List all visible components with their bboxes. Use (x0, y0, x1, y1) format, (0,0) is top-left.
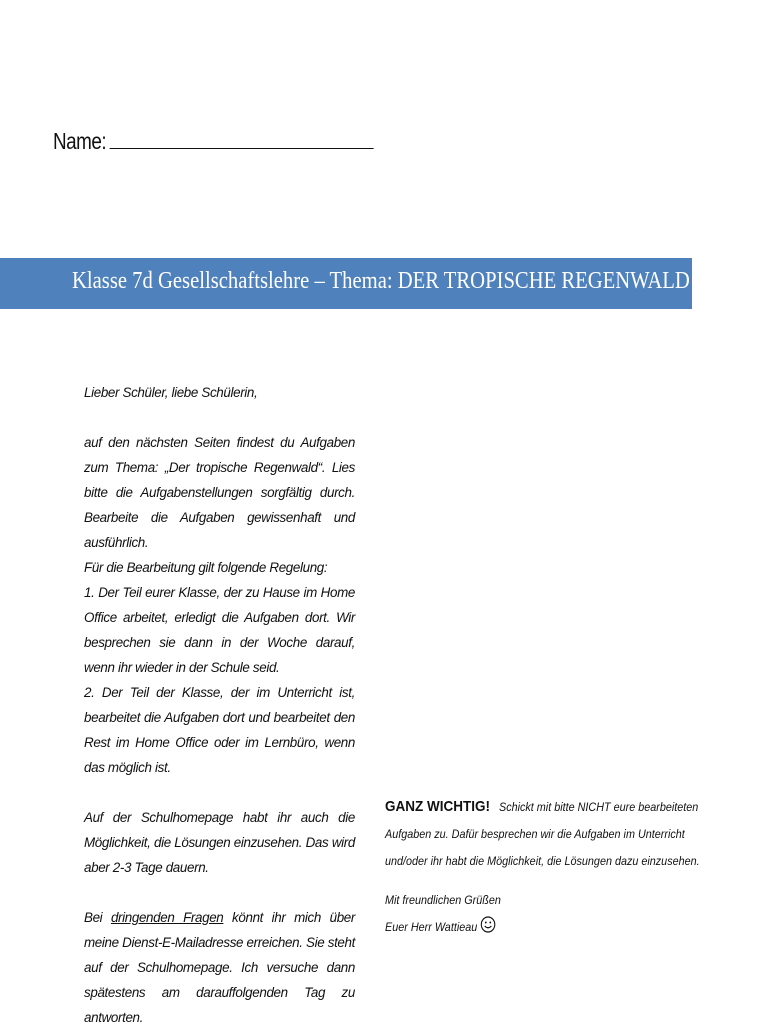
notice-label: GANZ WICHTIG! (385, 798, 490, 815)
homepage-note: Auf der Schulhomepage habt ihr auch die Möglichkeit, die Lösungen einzusehen. Das wird aber 2-3 Tage dauern. (84, 810, 355, 875)
notice-box (385, 793, 709, 943)
letter-body (84, 380, 355, 1030)
contact-prefix: Bei (84, 910, 111, 925)
name-field (53, 128, 373, 155)
greeting: Lieber Schüler, liebe Schülerin, (84, 385, 258, 400)
name-underline (109, 130, 373, 149)
smiley-icon (480, 916, 495, 943)
rule-2: 2. Der Teil der Klasse, der im Unterricht ist, bearbeitet die Aufgaben dort und bearbeitet den Rest im Home Office oder im Lernbüro, wenn das möglich ist. (84, 685, 355, 775)
contact-rest: könnt ihr mich über meine Dienst-E-Mailadresse erreichen. Sie steht auf der Schulhomepage. Ich versuche dann spätestens am darauffolgenden Tag zu antworten. (84, 910, 355, 1025)
name-label: Name: (53, 128, 107, 154)
signature: Euer Herr Wattieau (385, 920, 478, 934)
rule-1: 1. Der Teil eurer Klasse, der zu Hause im Home Office arbeitet, erledigt die Aufgaben dort. Wir besprechen sie dann in der Woche darauf, wenn ihr wieder in der Schule seid. (84, 585, 355, 675)
contact-emphasis: dringenden Fragen (110, 910, 224, 925)
rule-heading: Für die Bearbeitung gilt folgende Regelung: (84, 560, 328, 575)
page-title: Klasse 7d Gesellschaftslehre – Thema: DER TROPISCHE REGENWALD (WAT) (72, 268, 752, 294)
closing: Mit freundlichen Grüßen (385, 893, 501, 907)
intro-paragraph: auf den nächsten Seiten findest du Aufgaben zum Thema: „Der tropische Regenwald“. Lies bitte die Aufgabenstellungen sorgfältig durch. Bearbeite die Aufgaben gewissenhaft und ausführlich. (84, 435, 355, 550)
notice-text: Schickt mit bitte NICHT eure bearbeiteten Aufgaben zu. Dafür besprechen wir die Aufgaben im Unterricht und/oder ihr habt die Möglichkeit, die Lösungen dazu einzusehen. (385, 800, 700, 868)
contact-paragraph (84, 905, 355, 1030)
signature-line (385, 914, 709, 943)
notice-paragraph (385, 793, 709, 875)
